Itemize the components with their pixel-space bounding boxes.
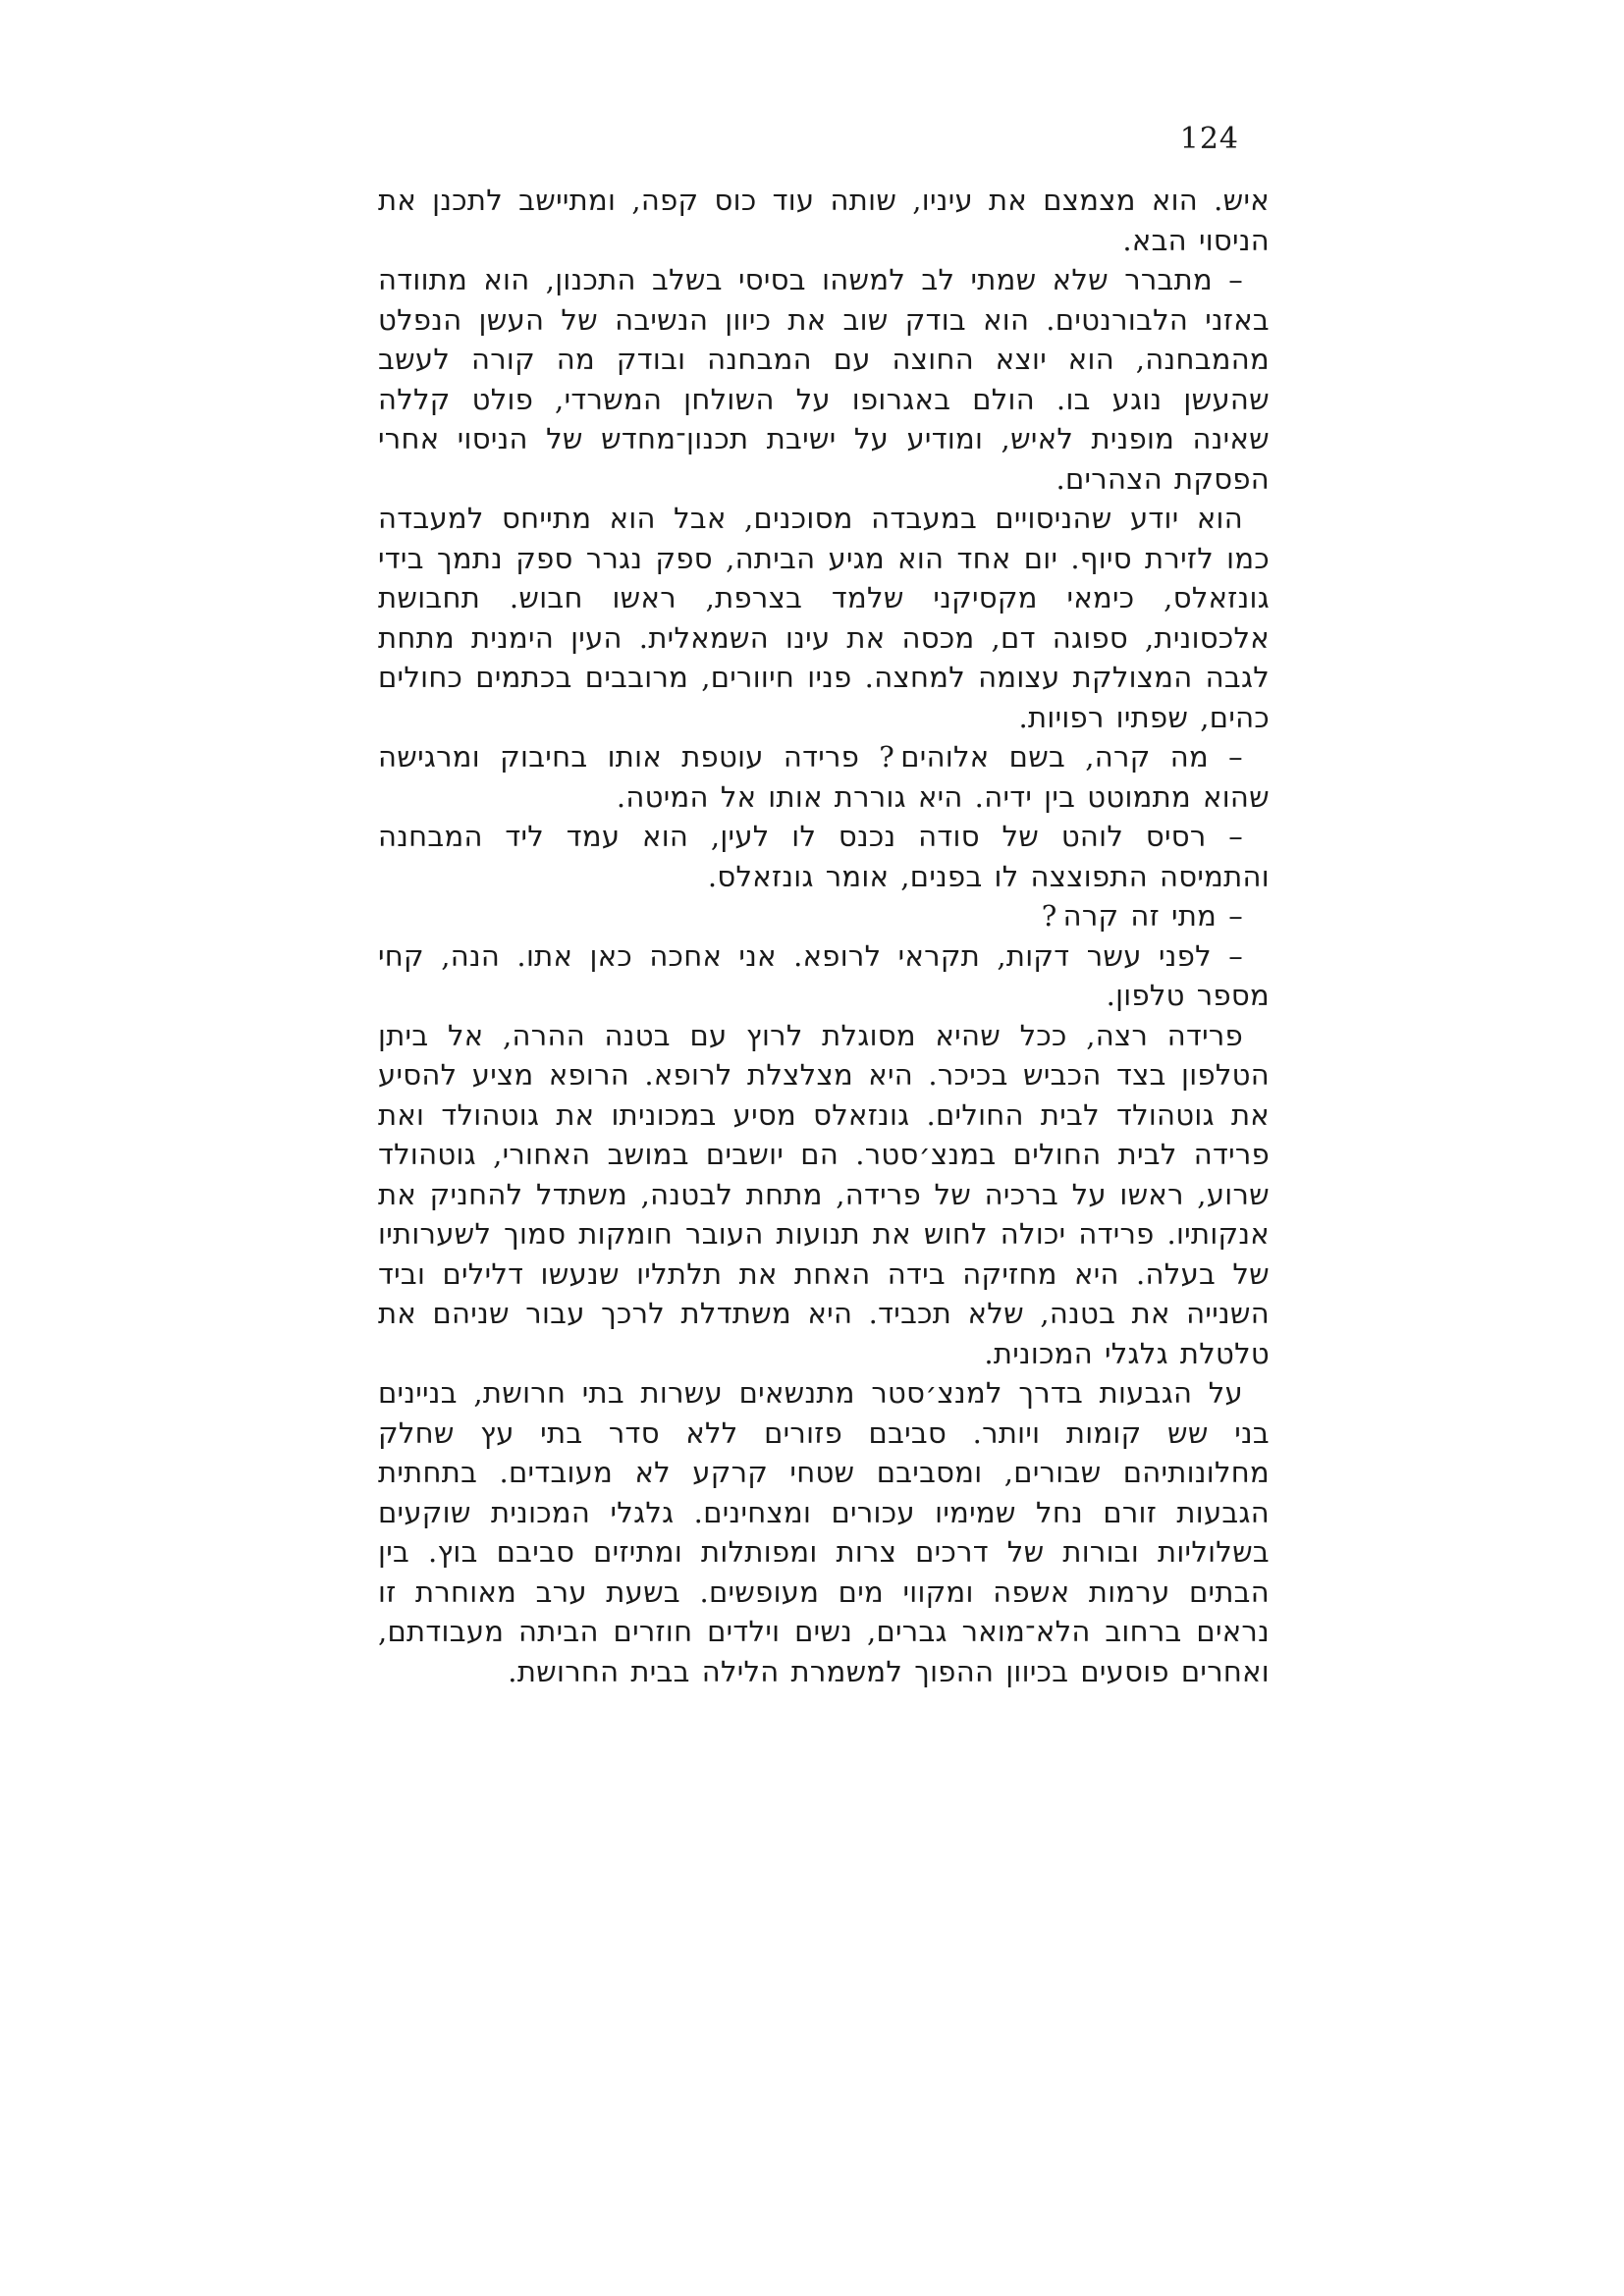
paragraph: פרידה רצה, ככל שהיא מסוגלת לרוץ עם בטנה ההרה, אל ביתן הטלפון בצד הכביש בכיכר. היא מצלצלת לרופא. הרופא מציע להסיע את גוטהולד לבית החולים. גונזאלס מסיע במכוניתו את גוטהולד ואת פרידה לבית החולים במנצ׳סטר. הם יושבים במושב האחורי, גוטהולד שרוע, ראשו על ברכיה של פרידה, מתחת לבטנה, משתדל להחניק את אנקותיו. פרידה יכולה לחוש את תנועות העובר חומקות סמוך לשערותיו של בעלה. היא מחזיקה בידה האחת את תלתליו שנעשו דלילים וביד השנייה את בטנה, שלא תכביד. היא משתדלת לרכך עבור שניהם את טלטלת גלגלי המכונית.	[378, 1018, 1270, 1370]
paragraph-continuation: איש. הוא מצמצם את עיניו, שותה עוד כוס קפה, ומתיישב לתכנן את הניסוי הבא.	[378, 184, 1270, 257]
paragraph-dialogue: – לפני עשר דקות, תקראי לרופא. אני אחכה כאן אתו. הנה, קחי מספר טלפון.	[378, 938, 1270, 1012]
text-block	[378, 181, 1270, 1691]
paragraph: הוא יודע שהניסויים במעבדה מסוכנים, אבל הוא מתייחס למעבדה כמו לזירת סיוף. יום אחד הוא מגיע הביתה, ספק נגרר ספק נתמך בידי גונזאלס, כימאי מקסיקני שלמד בצרפת, ראשו חבוש. תחבושת אלכסונית, ספוגה דם, מכסה את עינו השמאלית. העין הימנית מתחת לגבה המצולקת עצומה למחצה. פניו חיוורים, מרובבים בכתמים כחולים כהים, שפתיו רפויות.	[378, 502, 1270, 734]
paragraph-dialogue: – מתי זה קרה ?	[1041, 899, 1243, 933]
paragraph-dialogue: – רסיס לוהט של סודה נכנס לו לעין, הוא עמד ליד המבחנה והתמיסה התפוצצה לו בפנים, אומר גונזאלס.	[378, 820, 1270, 893]
paragraph-dialogue: – מתברר שלא שמתי לב למשהו בסיסי בשלב התכנון, הוא מתוודה באזני הלבורנטים. הוא בודק שוב את כיוון הנשיבה של העשן הנפלט מהמבחנה, הוא יוצא החוצה עם המבחנה ובודק מה קורה לעשב שהעשן נוגע בו. הולם באגרופו על השולחן המשרדי, פולט קללה שאינה מופנית לאיש, ומודיע על ישיבת תכנון־מחדש של הניסוי אחרי הפסקת הצהרים.	[378, 263, 1270, 496]
paragraph: על הגבעות בדרך למנצ׳סטר מתנשאים עשרות בתי חרושת, בניינים בני שש קומות ויותר. סביבם פזורים ללא סדר בתי עץ שחלק מחלונותיהם שבורים, ומסביבם שטחי קרקע לא מעובדים. בתחתית הגבעות זורם נחל שמימיו עכורים ומצחינים. גלגלי המכונית שוקעים בשלוליות ובורות של דרכים צרות ומפותלות ומתיזים סביבם בוץ. בין הבתים ערמות אשפה ומקווי מים מעופשים. בשעת ערב מאוחרת זו נראים ברחוב הלא־מואר גברים, נשים וילדים חוזרים הביתה מעבודתם, ואחרים פוסעים בכיוון ההפוך למשמרת הלילה בבית החרושת.	[378, 1376, 1270, 1688]
page-number: 124	[1179, 122, 1239, 156]
paragraph-dialogue: – מה קרה, בשם אלוהים ? פרידה עוטפת אותו בחיבוק ומרגישה שהוא מתמוטט בין ידיה. היא גוררת אותו אל המיטה.	[378, 740, 1270, 814]
